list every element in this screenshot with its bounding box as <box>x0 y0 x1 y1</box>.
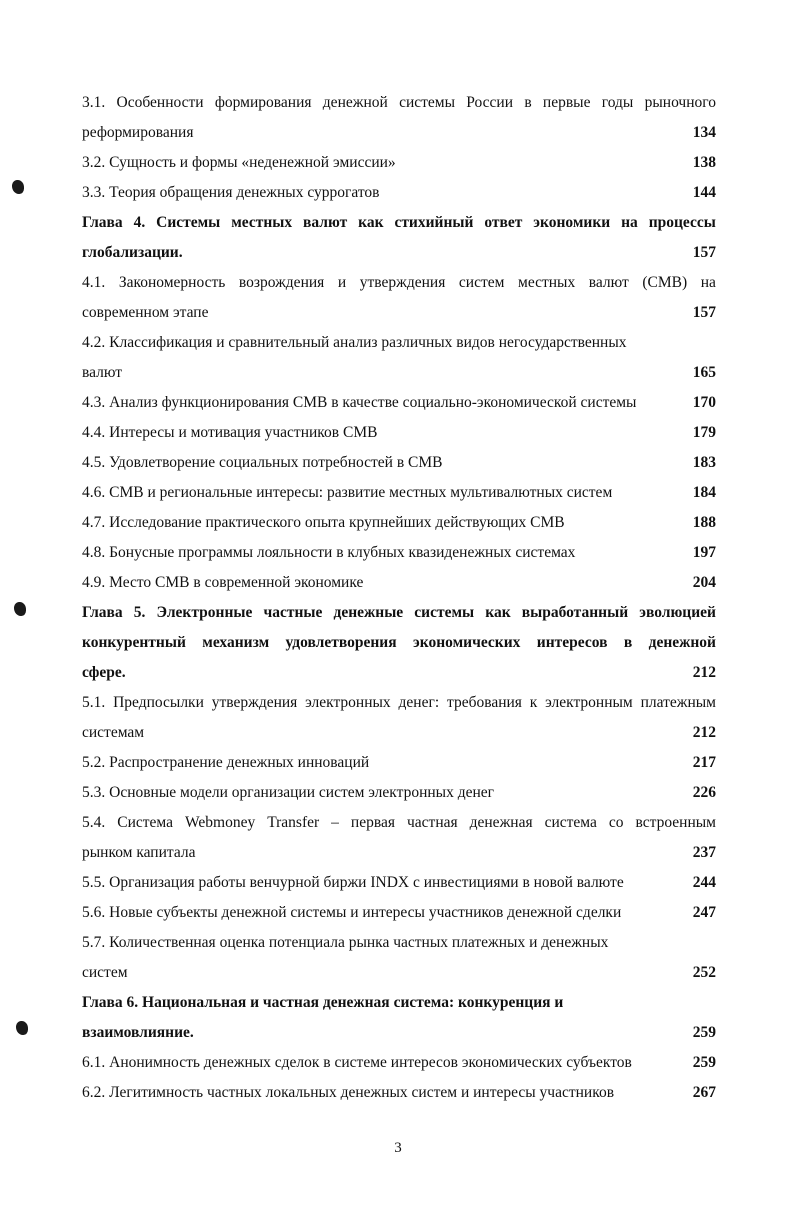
toc-page-number: 204 <box>692 574 716 591</box>
toc-line <box>82 868 716 898</box>
toc-entry-title: 5.3. Основные модели организации систем электронных денег <box>82 784 494 801</box>
toc-entry-title: 5.6. Новые субъекты денежной системы и интересы участников денежной сделки <box>82 904 622 921</box>
toc-line-text: Глава 5. Электронные частные денежные системы как выработанный эволюцией <box>82 604 716 621</box>
toc-line <box>82 418 716 448</box>
toc-entry-title: 5.2. Распространение денежных инноваций <box>82 754 370 771</box>
toc-line <box>82 1018 716 1048</box>
toc-line-text: 5.1. Предпосылки утверждения электронных денег: требования к электронным платежным <box>82 694 716 711</box>
toc-page-number: 179 <box>692 424 716 441</box>
toc-page-number: 212 <box>692 664 716 681</box>
toc-line <box>82 478 716 508</box>
toc-entry-title: рынком капитала <box>82 844 196 861</box>
toc-page-number: 237 <box>692 844 716 861</box>
toc-line <box>82 898 716 928</box>
toc-line-text: Глава 6. Национальная и частная денежная система: конкуренция и <box>82 994 564 1011</box>
toc-line <box>82 358 716 388</box>
toc-line-text: 5.4. Система Webmoney Transfer – первая частная денежная система со встроенным <box>82 814 716 831</box>
toc-entry-title: 5.5. Организация работы венчурной биржи INDX с инвестициями в новой валюте <box>82 874 624 891</box>
toc-line <box>82 778 716 808</box>
toc-page-number: 157 <box>692 244 716 261</box>
toc-page-number: 259 <box>692 1024 716 1041</box>
toc-page-number: 252 <box>692 964 716 981</box>
scan-mark-2 <box>14 602 26 616</box>
toc-entry-title: 6.2. Легитимность частных локальных денежных систем и интересы участников <box>82 1084 615 1101</box>
toc-page-number: 144 <box>692 184 716 201</box>
toc-page-number: 259 <box>692 1054 716 1071</box>
toc-line <box>82 298 716 328</box>
toc-line-text: 3.1. Особенности формирования денежной системы России в первые годы рыночного <box>82 94 716 111</box>
toc-entry-title: взаимовлияние. <box>82 1024 194 1041</box>
toc-line <box>82 568 716 598</box>
scan-mark-3 <box>16 1021 28 1035</box>
toc-entry-title: системам <box>82 724 145 741</box>
toc-page-number: 212 <box>692 724 716 741</box>
toc-entry-title: 4.4. Интересы и мотивация участников СМВ <box>82 424 378 441</box>
toc-page-number: 188 <box>692 514 716 531</box>
toc-line <box>82 448 716 478</box>
toc-line <box>82 178 716 208</box>
toc-line-text: 5.7. Количественная оценка потенциала рынка частных платежных и денежных <box>82 934 609 951</box>
toc-line <box>82 508 716 538</box>
toc-page-number: 138 <box>692 154 716 171</box>
toc-entry-title: 4.8. Бонусные программы лояльности в клубных квазиденежных системах <box>82 544 576 561</box>
toc-entry-title: валют <box>82 364 123 381</box>
toc-page-number: 157 <box>692 304 716 321</box>
toc-line <box>82 718 716 748</box>
toc-line-text: Глава 4. Системы местных валют как стихийный ответ экономики на процессы <box>82 214 716 231</box>
table-of-contents <box>82 88 716 1108</box>
toc-entry-title: 6.1. Анонимность денежных сделок в системе интересов экономических субъектов <box>82 1054 632 1071</box>
toc-page-number: 267 <box>692 1084 716 1101</box>
toc-entry-title: глобализации. <box>82 244 183 261</box>
toc-line <box>82 1048 716 1078</box>
toc-line-text: 4.1. Закономерность возрождения и утверждения систем местных валют (СМВ) на <box>82 274 716 291</box>
toc-entry-title: 3.2. Сущность и формы «неденежной эмиссии» <box>82 154 396 171</box>
toc-line <box>82 238 716 268</box>
toc-page-number: 184 <box>692 484 716 501</box>
toc-line <box>82 748 716 778</box>
toc-page-number: 244 <box>692 874 716 891</box>
toc-entry-title: сфере. <box>82 664 126 681</box>
toc-page-number: 197 <box>692 544 716 561</box>
toc-line <box>82 388 716 418</box>
toc-line <box>82 838 716 868</box>
page-number: 3 <box>394 1140 402 1156</box>
toc-entry-title: 4.9. Место СМВ в современной экономике <box>82 574 364 591</box>
toc-entry-title: 4.5. Удовлетворение социальных потребностей в СМВ <box>82 454 443 471</box>
toc-line <box>82 658 716 688</box>
toc-entry-title: 4.6. СМВ и региональные интересы: развитие местных мультивалютных систем <box>82 484 613 501</box>
toc-entry-title: 4.7. Исследование практического опыта крупнейших действующих СМВ <box>82 514 565 531</box>
toc-page-number: 183 <box>692 454 716 471</box>
toc-entry-title: 4.3. Анализ функционирования СМВ в качестве социально-экономической системы <box>82 394 637 411</box>
toc-page-number: 217 <box>692 754 716 771</box>
toc-entry-title: современном этапе <box>82 304 209 321</box>
toc-line <box>82 148 716 178</box>
toc-page-number: 226 <box>692 784 716 801</box>
toc-line <box>82 1078 716 1108</box>
toc-page-number: 247 <box>692 904 716 921</box>
toc-entry-title: реформирования <box>82 124 194 141</box>
toc-line-text: конкурентный механизм удовлетворения экономических интересов в денежной <box>82 634 716 651</box>
toc-entry-title: 3.3. Теория обращения денежных суррогатов <box>82 184 380 201</box>
toc-line <box>82 958 716 988</box>
toc-page-number: 170 <box>692 394 716 411</box>
toc-entry-title: систем <box>82 964 128 981</box>
toc-page-number: 134 <box>692 124 716 141</box>
toc-line-text: 4.2. Классификация и сравнительный анализ различных видов негосударственных <box>82 334 627 351</box>
toc-page-number: 165 <box>692 364 716 381</box>
toc-line <box>82 538 716 568</box>
toc-line <box>82 118 716 148</box>
scan-mark-1 <box>12 180 24 194</box>
